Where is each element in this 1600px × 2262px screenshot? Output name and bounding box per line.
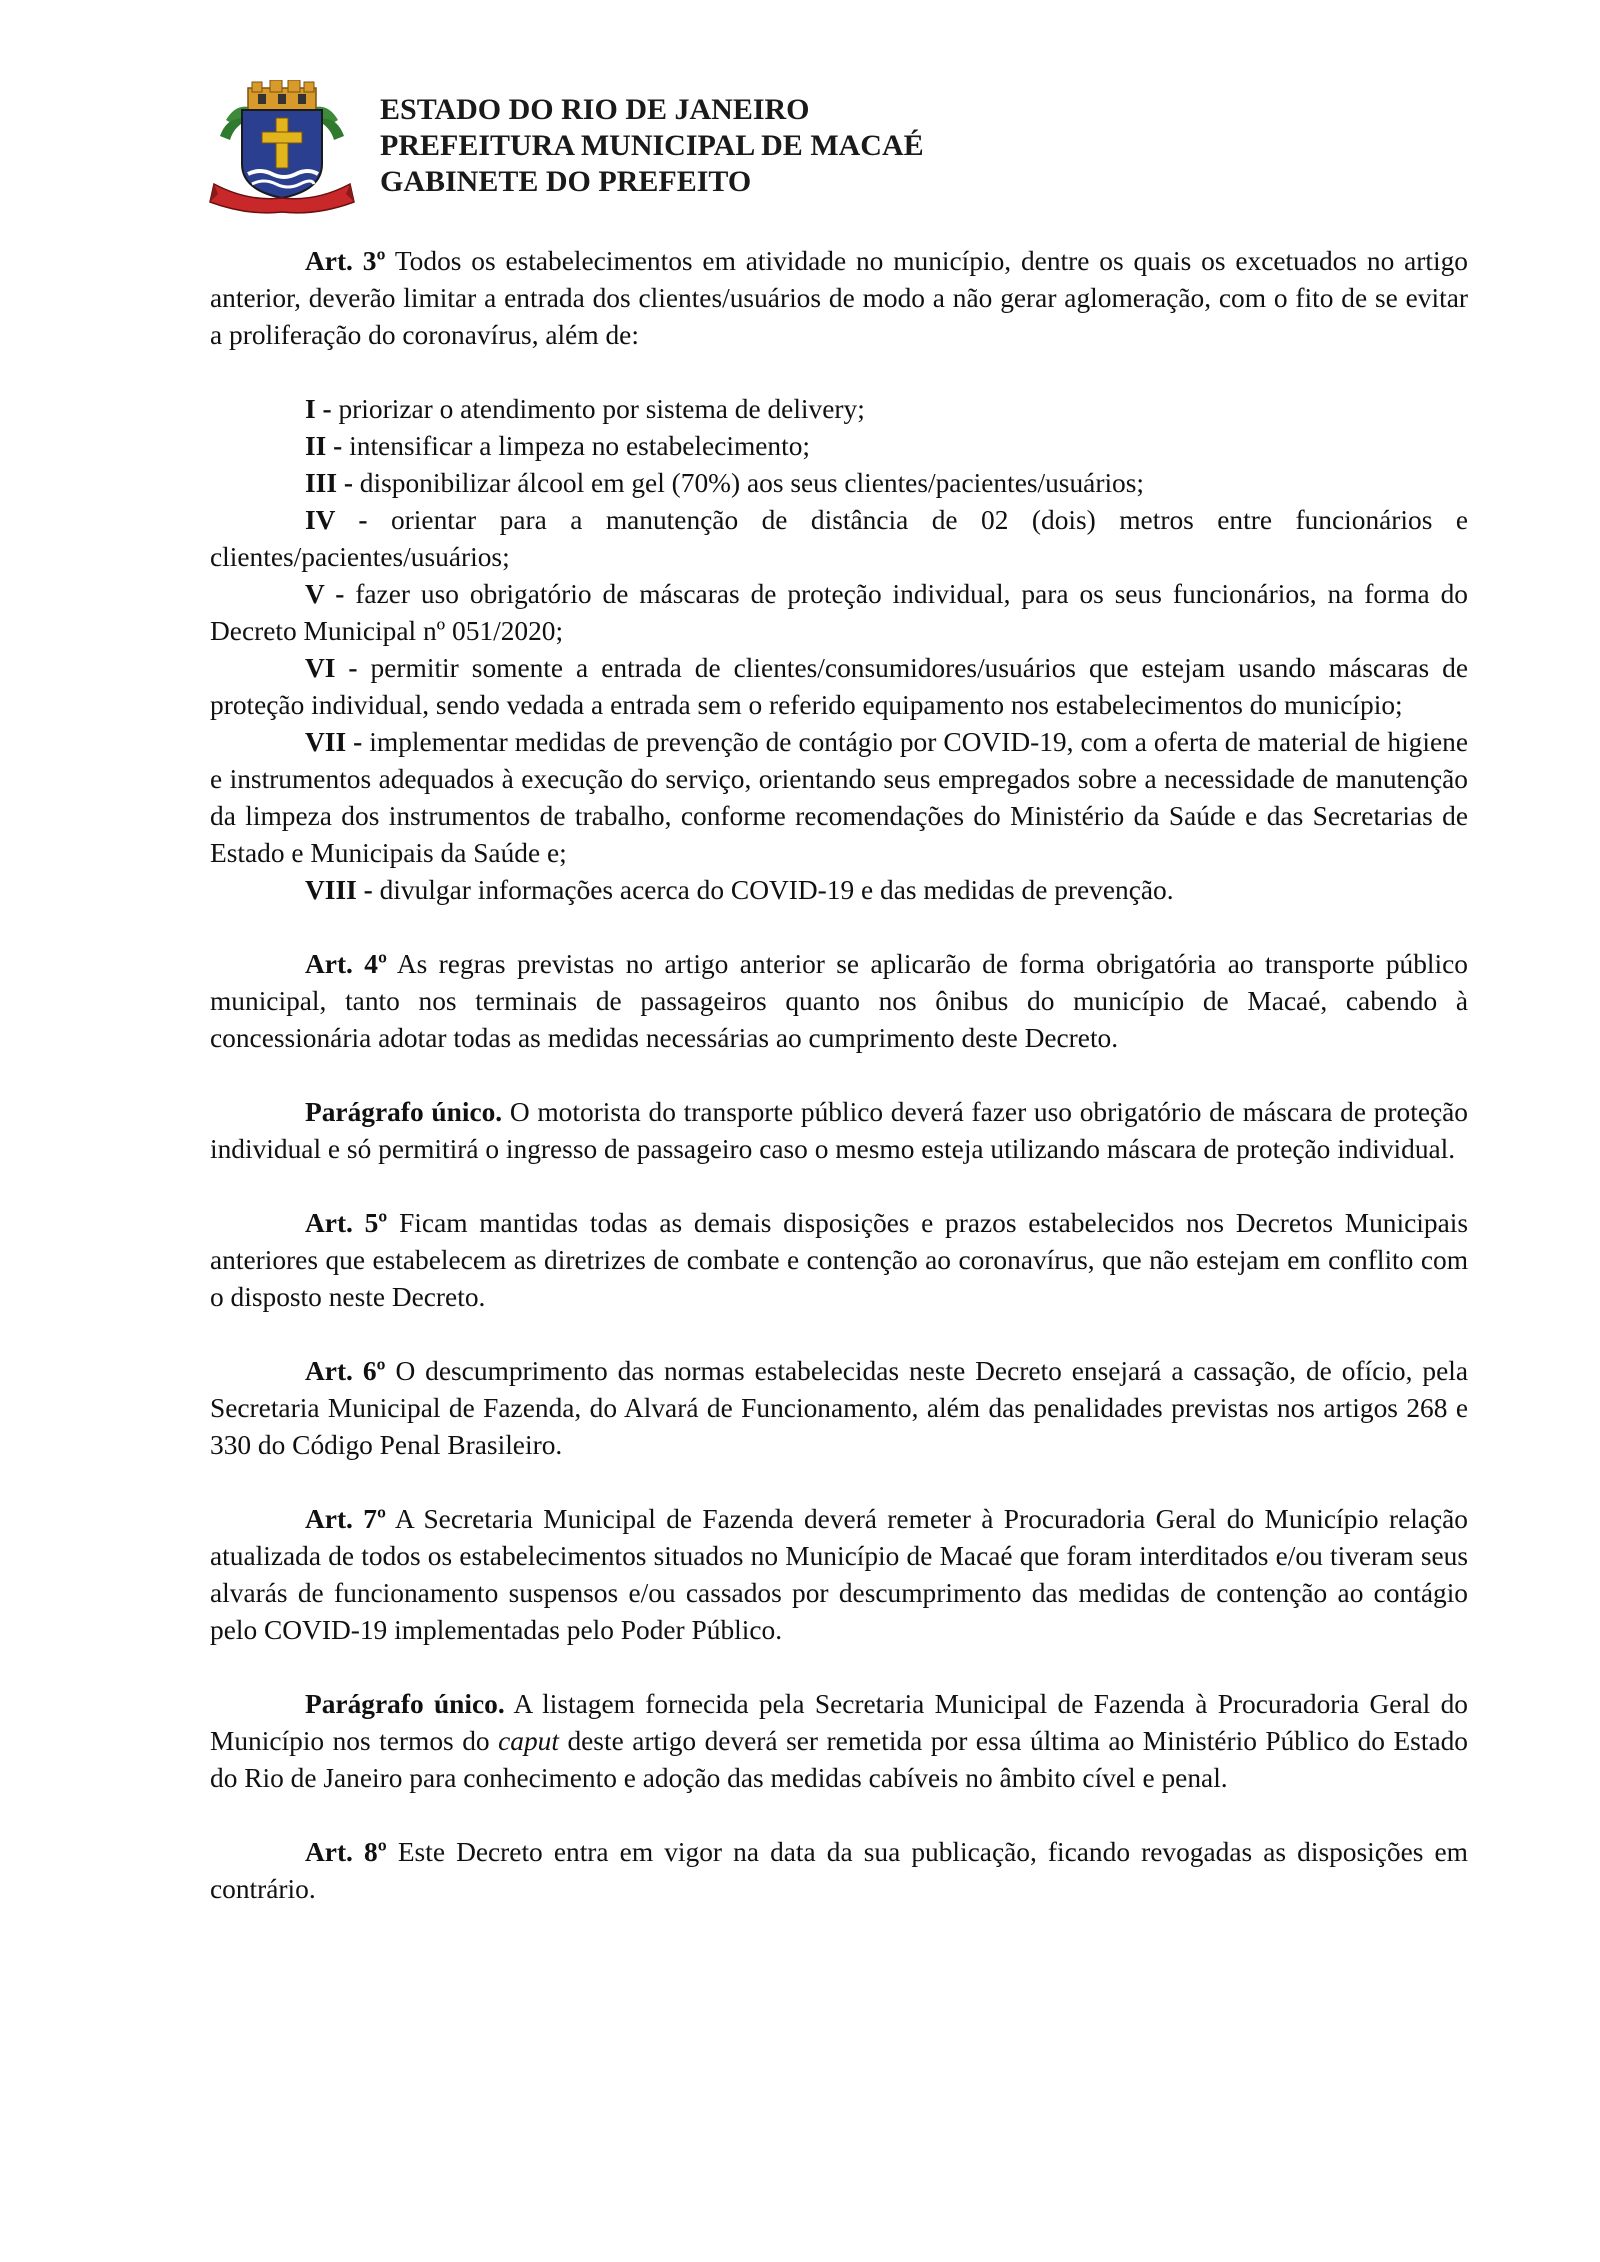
article-5: Art. 5º Ficam mantidas todas as demais disposições e prazos estabelecidos nos Decretos Municipais anteriores que estabelecem as diretrizes de combate e contenção ao coronavírus, que não estejam em conflito com o disposto neste Decreto.	[210, 1208, 1468, 1312]
article-8: Art. 8º Este Decreto entra em vigor na data da sua publicação, ficando revogadas as disposições em contrário.	[210, 1837, 1468, 1904]
article-7: Art. 7º A Secretaria Municipal de Fazenda deverá remeter à Procuradoria Geral do Município relação atualizada de todos os estabelecimentos situados no Município de Macaé que foram interditados e/ou tiveram seus alvarás de funcionamento suspensos e/ou cassados por descumprimento das medidas de contenção ao contágio pelo COVID-19 implementadas pelo Poder Público.	[210, 1504, 1469, 1645]
article-3-item-v: V - fazer uso obrigatório de máscaras de proteção individual, para os seus funcionários, na forma do Decreto Municipal nº 051/2020;	[210, 579, 1468, 646]
letterhead	[208, 80, 1208, 220]
article-3	[210, 243, 1468, 354]
header-office: GABINETE DO PREFEITO	[380, 165, 752, 198]
header-state: ESTADO DO RIO DE JANEIRO	[380, 93, 810, 126]
article-3-item-iv: IV - orientar para a manutenção de distância de 02 (dois) metros entre funcionários e clientes/pacientes/usuários;	[210, 505, 1468, 572]
article-3-text: Todos os estabelecimentos em atividade no município, dentre os quais os excetuados no artigo anterior, deverão limitar a entrada dos clientes/usuários de modo a não gerar aglomeração, com o fito de se evitar a proliferação do coronavírus, além de:	[210, 246, 1468, 350]
article-3-label: Art. 3º	[305, 246, 386, 276]
article-6: Art. 6º O descumprimento das normas estabelecidas neste Decreto ensejará a cassação, de ofício, pela Secretaria Municipal de Fazenda, do Alvará de Funcionamento, além das penalidades previstas nos artigos 268 e 330 do Código Penal Brasileiro.	[210, 1356, 1468, 1460]
article-4: Art. 4º As regras previstas no artigo anterior se aplicarão de forma obrigatória ao transporte público municipal, tanto nos terminais de passageiros quanto nos ônibus do município de Macaé, cabendo à concessionária adotar todas as medidas necessárias ao cumprimento deste Decreto.	[210, 949, 1468, 1053]
municipal-coat-of-arms-icon	[208, 80, 356, 216]
header-municipality: PREFEITURA MUNICIPAL DE MACAÉ	[380, 129, 924, 162]
article-3-item-i: I - priorizar o atendimento por sistema de delivery;	[305, 394, 865, 424]
article-3-item-ii: II - intensificar a limpeza no estabelecimento;	[305, 431, 811, 461]
article-3-item-iii: III - disponibilizar álcool em gel (70%) aos seus clientes/pacientes/usuários;	[305, 468, 1145, 498]
article-3-item-vii: VII - implementar medidas de prevenção de contágio por COVID-19, com a oferta de material de higiene e instrumentos adequados à execução do serviço, orientando seus empregados sobre a necessidade de manutenção da limpeza dos instrumentos de trabalho, conforme recomendações do Ministério da Saúde e das Secretarias de Estado e Municipais da Saúde e;	[210, 727, 1468, 868]
article-3-item-viii: VIII - divulgar informações acerca do COVID-19 e das medidas de prevenção.	[305, 875, 1174, 905]
article-7-sole-paragraph: Parágrafo único. A listagem fornecida pela Secretaria Municipal de Fazenda à Procuradoria Geral do Município nos termos do caput deste artigo deverá ser remetida por essa última ao Ministério Público do Estado do Rio de Janeiro para conhecimento e adoção das medidas cabíveis no âmbito cível e penal.	[210, 1689, 1468, 1793]
letterhead-text	[380, 92, 924, 200]
decree-body	[210, 243, 1468, 1908]
article-4-sole-paragraph: Parágrafo único. O motorista do transporte público deverá fazer uso obrigatório de máscara de proteção individual e só permitirá o ingresso de passageiro caso o mesmo esteja utilizando máscara de proteção individual.	[210, 1097, 1469, 1164]
article-3-item-vi: VI - permitir somente a entrada de clientes/consumidores/usuários que estejam usando máscaras de proteção individual, sendo vedada a entrada sem o referido equipamento nos estabelecimentos do município;	[210, 653, 1468, 720]
